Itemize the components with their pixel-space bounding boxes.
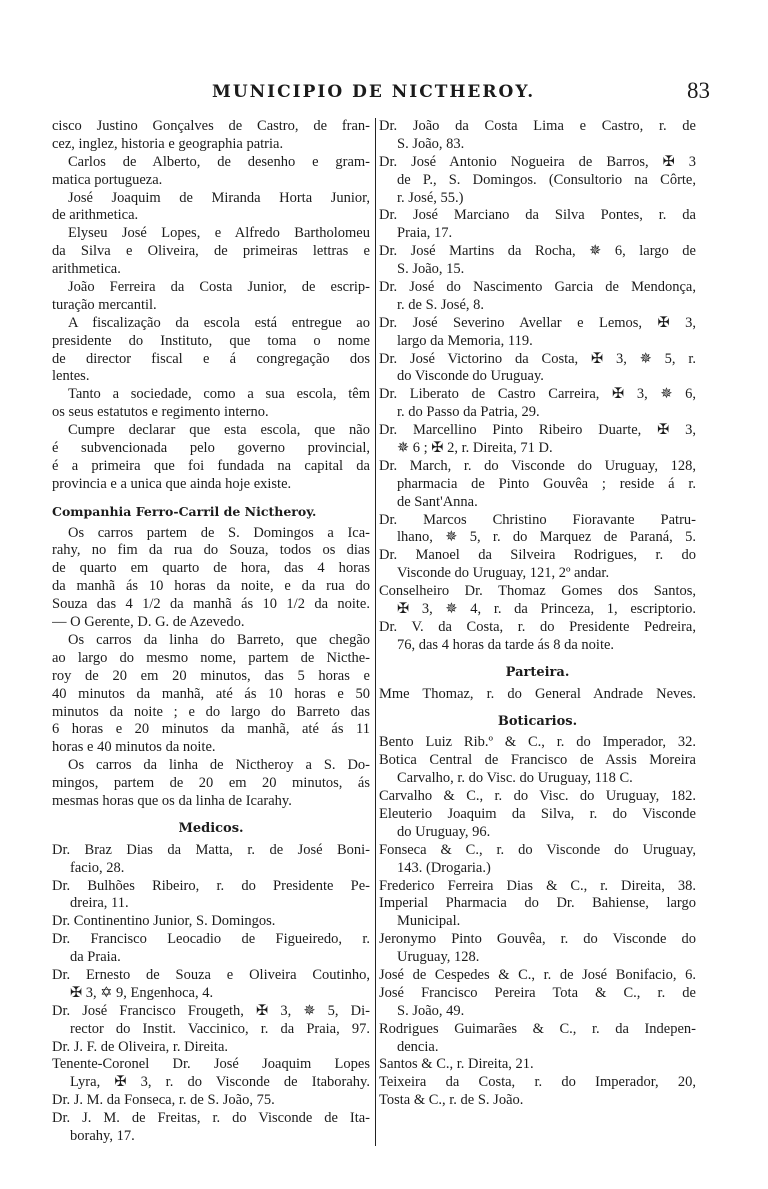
directory-entry: Dr. Marcellino Pinto Ribeiro Duarte, ✠ 3,	[379, 422, 696, 439]
text-line: mesmas horas que os da linha de Icarahy.	[52, 792, 292, 809]
directory-entry: Visconde do Uruguay, 121, 2º andar.	[397, 565, 610, 582]
directory-entry: facio, 28.	[70, 859, 125, 876]
text-line: rahy, no fim da rua do Souza, todos os dias	[52, 542, 370, 559]
text-line: — O Gerente, D. G. de Azevedo.	[52, 614, 245, 631]
directory-entry: Fonseca & C., r. do Visconde do Uruguay,	[379, 841, 696, 858]
directory-entry: rector do Instit. Vaccinico, r. da Praia, 97.	[70, 1020, 370, 1037]
directory-entry: borahy, 17.	[70, 1127, 135, 1144]
directory-entry: Teixeira da Costa, r. do Imperador, 20,	[379, 1074, 696, 1091]
text-line: é subvencionada pelo governo provincial,	[52, 440, 370, 457]
directory-entry: Dr. José Francisco Frougeth, ✠ 3, ✵ 5, Di-	[52, 1002, 370, 1019]
directory-entry: de P., S. Domingos. (Consultorio na Côrte,	[397, 171, 696, 188]
directory-entry: Jeronymo Pinto Gouvêa, r. do Visconde do	[379, 931, 696, 948]
directory-entry: Municipal.	[397, 913, 461, 930]
directory-entry: Conselheiro Dr. Thomaz Gomes dos Santos,	[379, 583, 696, 600]
text-line: cez, inglez, historia e geographia patria.	[52, 135, 284, 152]
text-line: José Joaquim de Miranda Horta Junior,	[68, 189, 370, 206]
text-line: Carlos de Alberto, de desenho e gram-	[68, 153, 370, 170]
directory-entry: ✠ 3, ✡ 9, Engenhoca, 4.	[70, 984, 214, 1001]
text-line: horas e 40 minutos da noite.	[52, 739, 216, 756]
directory-entry: Bento Luiz Rib.º & C., r. do Imperador, 32.	[379, 734, 696, 751]
text-line: provincia e a unica que ainda hoje existe.	[52, 475, 292, 492]
directory-entry: dencia.	[397, 1038, 439, 1055]
directory-entry: Carvalho & C., r. do Visc. do Uruguay, 182.	[379, 788, 696, 805]
text-line: cisco Justino Gonçalves de Castro, de fran-	[52, 118, 370, 134]
directory-entry: Imperial Pharmacia do Dr. Bahiense, largo	[379, 895, 696, 912]
text-line: Os carros partem de S. Domingos a Ica-	[68, 524, 370, 541]
directory-entry: de Sant'Anna.	[397, 493, 478, 510]
directory-entry: Dr. Braz Dias da Matta, r. de José Boni-	[52, 841, 370, 858]
directory-entry: Dr. Liberato de Castro Carreira, ✠ 3, ✵ 6,	[379, 386, 696, 403]
text-line: Tanto a sociedade, como a sua escola, têm	[68, 386, 370, 403]
text-line: roy de 20 em 20 minutos, das 5 horas e	[52, 667, 370, 684]
directory-entry: Dr. J. M. de Freitas, r. do Visconde de Ita-	[52, 1110, 370, 1127]
directory-entry: r. José, 55.)	[397, 189, 464, 206]
text-line: Os carros da linha do Barreto, que chegão	[68, 631, 370, 648]
directory-entry: José de Cespedes & C., r. de José Bonifacio, 6.	[379, 966, 696, 983]
directory-entry: Dr. Ernesto de Souza e Oliveira Coutinho,	[52, 966, 370, 983]
directory-entry: Dr. José Victorino da Costa, ✠ 3, ✵ 5, r.	[379, 350, 696, 367]
directory-entry: 143. (Drogaria.)	[397, 859, 491, 876]
page-header	[0, 78, 768, 112]
directory-entry: Eleuterio Joaquim da Silva, r. do Visconde	[379, 805, 696, 822]
running-title: MUNICIPIO DE NICTHEROY.	[212, 82, 536, 102]
directory-entry: do Uruguay, 96.	[397, 823, 491, 840]
directory-entry: Dr. João da Costa Lima e Castro, r. de	[379, 118, 696, 134]
directory-entry: Dr. José Marciano da Silva Pontes, r. da	[379, 207, 696, 224]
text-line: Souza das 4 1/2 da manhã ás 10 1/2 da noite.	[52, 596, 370, 613]
text-line: matica portugueza.	[52, 171, 163, 188]
directory-entry: Botica Central de Francisco de Assis Moreira	[379, 752, 696, 769]
directory-entry: Dr. José Martins da Rocha, ✵ 6, largo de	[379, 243, 696, 260]
directory-entry: Carvalho, r. do Visc. do Uruguay, 118 C.	[397, 770, 633, 787]
page-number: 83	[687, 78, 710, 103]
text-line: A fiscalização da escola está entregue ao	[68, 314, 370, 331]
directory-entry: Dr. Bulhões Ribeiro, r. do Presidente Pe-	[52, 877, 370, 894]
left-column	[52, 118, 370, 1146]
directory-entry: Tenente-Coronel Dr. José Joaquim Lopes	[52, 1056, 370, 1073]
directory-entry: Dr. Manoel da Silveira Rodrigues, r. do	[379, 547, 696, 564]
directory-entry: Dr. José Severino Avellar e Lemos, ✠ 3,	[379, 314, 696, 331]
text-line: mingos, partem de 20 em 20 minutos, ás	[52, 775, 370, 792]
directory-entry: Dr. José Antonio Nogueira de Barros, ✠ 3	[379, 153, 696, 170]
directory-entry: r. do Passo da Patria, 29.	[397, 404, 540, 421]
text-line: 40 minutos da manhã, até ás 10 horas e 50	[52, 685, 370, 702]
right-column	[375, 118, 696, 1146]
text-line: lentes.	[52, 368, 90, 385]
text-line: Elyseu José Lopes, e Alfredo Bartholomeu	[68, 225, 370, 242]
directory-entry: 76, das 4 horas da tarde ás 8 da noite.	[397, 636, 615, 653]
section-heading-boticarios: Boticarios.	[497, 713, 578, 729]
text-line: de arithmetica.	[52, 207, 139, 224]
directory-entry: José Francisco Pereira Tota & C., r. de	[379, 984, 696, 1001]
directory-entry: Dr. V. da Costa, r. do Presidente Pedreira,	[379, 618, 696, 635]
section-heading-companhia: Companhia Ferro-Carril de Nictheroy.	[52, 503, 317, 519]
directory-entry: S. João, 15.	[397, 261, 465, 278]
directory-entry: Mme Thomaz, r. do General Andrade Neves.	[379, 685, 696, 702]
directory-entry: Rodrigues Guimarães & C., r. da Indepen-	[379, 1020, 696, 1037]
directory-entry: r. de S. José, 8.	[397, 296, 484, 313]
directory-entry: pharmacia de Pinto Gouvêa ; reside á r.	[397, 475, 696, 492]
directory-entry: Santos & C., r. Direita, 21.	[379, 1056, 534, 1073]
directory-entry: Frederico Ferreira Dias & C., r. Direita, 38.	[379, 877, 696, 894]
text-line: minutos da noite ; e do largo do Barreto das	[52, 703, 370, 720]
text-line: ao largo do mesmo nome, partem de Nicthe-	[52, 649, 370, 666]
directory-entry: ✵ 6 ; ✠ 2, r. Direita, 71 D.	[397, 440, 553, 457]
directory-entry: largo da Memoria, 119.	[397, 332, 533, 349]
text-line: da manhã ás 10 horas da noite, e da rua do	[52, 578, 370, 595]
directory-entry: Lyra, ✠ 3, r. do Visconde de Itaborahy.	[70, 1074, 370, 1091]
text-line: é a primeira que foi fundada na capital da	[52, 457, 370, 474]
directory-entry: S. João, 83.	[397, 135, 465, 152]
text-line: da Silva e Oliveira, de primeiras lettras e	[52, 243, 370, 260]
directory-entry: Dr. Continentino Junior, S. Domingos.	[52, 913, 276, 930]
text-line: presidente do Instituto, que toma o nome	[52, 332, 370, 349]
text-line: de director fiscal e á congregação dos	[52, 350, 370, 367]
directory-entry: Dr. Marcos Christino Fioravante Patru-	[379, 511, 696, 528]
directory-entry: Praia, 17.	[397, 225, 453, 242]
directory-entry: Uruguay, 128.	[397, 949, 480, 966]
directory-entry: Dr. Francisco Leocadio de Figueiredo, r.	[52, 931, 370, 948]
text-line: os seus estatutos e regimento interno.	[52, 404, 269, 421]
directory-entry: ✠ 3, ✵ 4, r. da Princeza, 1, escriptorio.	[397, 601, 696, 618]
directory-entry: Dr. March, r. do Visconde do Uruguay, 128,	[379, 457, 696, 474]
directory-entry: dreira, 11.	[70, 895, 129, 912]
section-heading-parteira: Parteira.	[505, 664, 570, 680]
section-heading-medicos: Medicos.	[178, 820, 244, 836]
directory-entry: lhano, ✵ 5, r. do Marquez de Paraná, 5.	[397, 529, 696, 546]
text-line: de quarto em quarto de hora, das 4 horas	[52, 560, 370, 577]
directory-entry: do Visconde do Uruguay.	[397, 368, 544, 385]
text-line: Os carros da linha de Nictheroy a S. Do-	[68, 757, 370, 774]
directory-entry: da Praia.	[70, 949, 121, 966]
text-line: 6 horas e 20 minutos da manhã, até ás 11	[52, 721, 370, 738]
directory-entry: Dr. José do Nascimento Garcia de Mendonça,	[379, 279, 696, 296]
directory-entry: S. João, 49.	[397, 1002, 465, 1019]
directory-entry: Dr. J. M. da Fonseca, r. de S. João, 75.	[52, 1092, 275, 1109]
directory-entry: Tosta & C., r. de S. João.	[379, 1092, 524, 1109]
text-line: João Ferreira da Costa Junior, de escrip-	[68, 279, 370, 296]
text-line: Cumpre declarar que esta escola, que não	[68, 422, 370, 439]
directory-entry: Dr. J. F. de Oliveira, r. Direita.	[52, 1038, 229, 1055]
text-line: arithmetica.	[52, 261, 121, 278]
text-line: turação mercantil.	[52, 296, 157, 313]
